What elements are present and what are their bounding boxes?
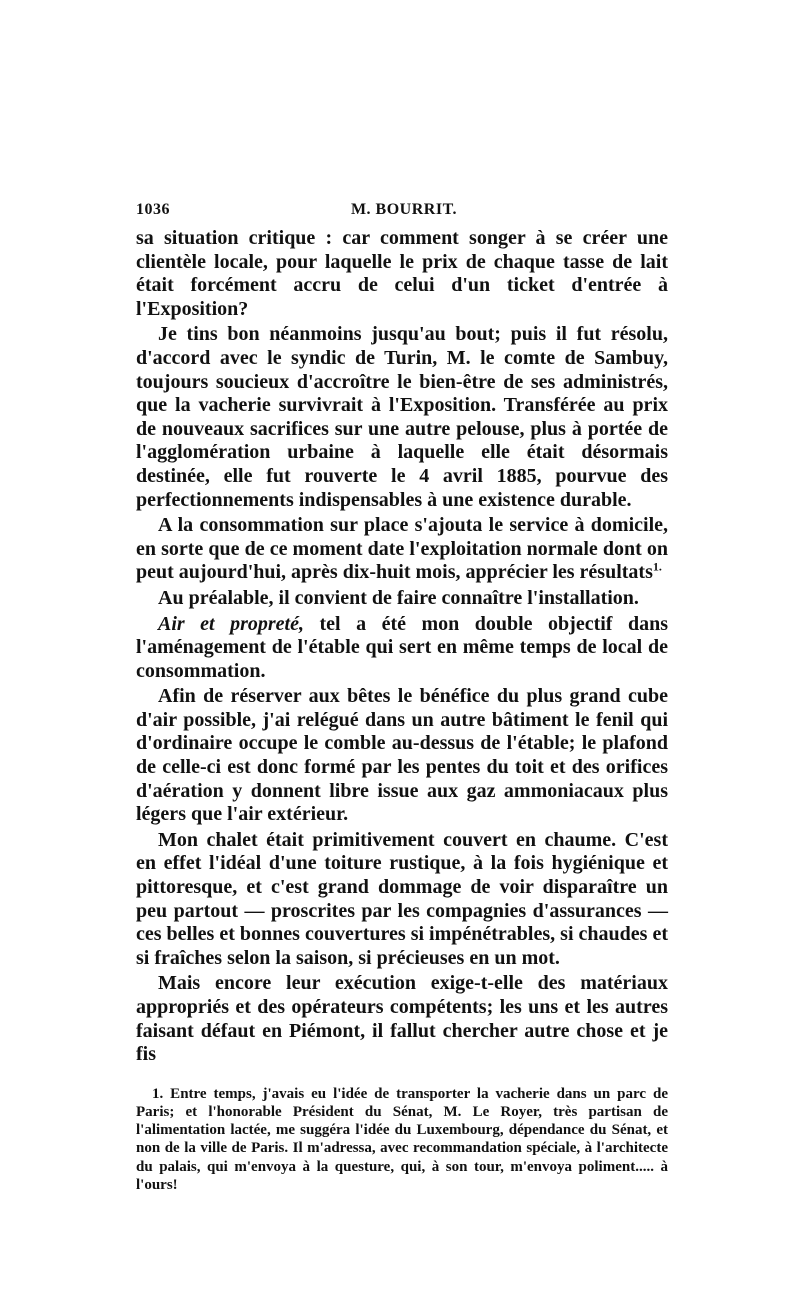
page-body	[136, 227, 668, 1067]
page-number: 1036	[136, 201, 170, 218]
paragraph-6: Afin de réserver aux bêtes le bénéfice du plus grand cube d'air possible, j'ai relégué dans un autre bâtiment le fenil qui d'ordinaire occupe le comble au-dessus de l'étable; le plafond de celle-ci est donc formé par les pentes du toit et des orifices d'aération y donnent libre issue aux gaz ammoniacaux plus légers que l'air extérieur.	[136, 685, 668, 826]
paragraph-3	[136, 514, 668, 585]
footnote-ref: 1.	[652, 559, 662, 574]
paragraph-8: Mais encore leur exécution exige-t-elle des matériaux appropriés et des opérateurs compétents; les uns et les autres faisant défaut en Piémont, il fallut chercher autre chose et je fis	[136, 972, 668, 1066]
paragraph-2: Je tins bon néanmoins jusqu'au bout; puis il fut résolu, d'accord avec le syndic de Turin, M. le comte de Sambuy, toujours soucieux d'accroître le bien-être de ses administrés, que la vacherie survivrait à l'Exposition. Transférée au prix de nouveaux sacrifices sur une autre pelouse, plus à portée de l'agglomération urbaine à laquelle elle était désormais destinée, elle fut rouverte le 4 avril 1885, pourvue des perfectionnements indispensables à une existence durable.	[136, 323, 668, 511]
footnote: 1. Entre temps, j'avais eu l'idée de transporter la vacherie dans un parc de Paris; et l'honorable Président du Sénat, M. Le Royer, très partisan de l'alimentation lactée, me suggéra l'idée du Luxembourg, dépendance du Sénat, et non de la ville de Paris. Il m'adressa, avec recommandation spéciale, à l'architecte du palais, qui m'envoya à la questure, qui, à son tour, m'envoya poliment..... à l'ours!	[136, 1085, 668, 1193]
paragraph-7: Mon chalet était primitivement couvert en chaume. C'est en effet l'idéal d'une toiture rustique, à la fois hygiénique et pittoresque, et c'est grand dommage de voir disparaître un peu partout — proscrites par les compagnies d'assurances — ces belles et bonnes couvertures si impénétrables, si chaudes et si fraîches selon la saison, si précieuses en un mot.	[136, 828, 668, 969]
paragraph-5-text: tel a été mon double objectif dans l'aménagement de l'étable qui sert en même temps de local de consommation.	[136, 612, 668, 682]
paragraph-4: Au préalable, il convient de faire connaître l'installation.	[158, 586, 639, 609]
book-page	[136, 195, 668, 1209]
paragraph-3-text: A la consommation sur place s'ajouta le service à domicile, en sorte que de ce moment date l'exploitation normale dont on peut aujourd'hui, après dix-huit mois, apprécier les résultats	[136, 514, 668, 584]
running-header	[136, 195, 668, 225]
paragraph-5	[136, 613, 668, 684]
running-title: M. BOURRIT.	[350, 201, 458, 218]
paragraph-1: sa situation critique : car comment songer à se créer une clientèle locale, pour laquelle le prix de chaque tasse de lait était forcément accru de celui d'un ticket d'entrée à l'Exposition?	[136, 227, 668, 320]
paragraph-5-italic: Air et propreté,	[158, 612, 304, 635]
